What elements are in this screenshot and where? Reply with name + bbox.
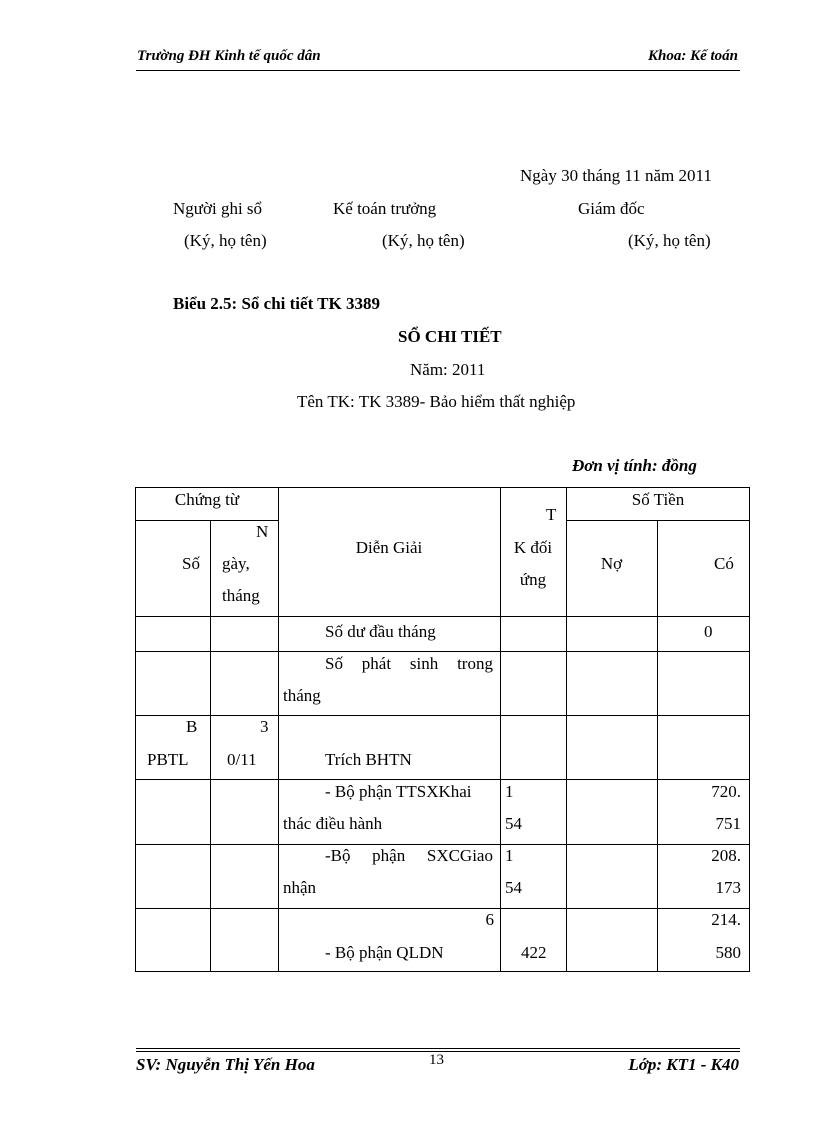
- row-divider: [566, 520, 750, 521]
- dept1-contra-2: 54: [505, 814, 522, 833]
- entry-desc: Trích BHTN: [325, 750, 412, 769]
- footer-rule: [136, 1048, 740, 1049]
- header-school: Trường ĐH Kinh tế quốc dân: [137, 48, 321, 64]
- dept2-desc: [325, 846, 493, 866]
- signer-chief-accountant: Kế toán trưởng: [333, 199, 437, 218]
- header-credit: Có: [714, 554, 734, 573]
- dept1-desc-2: thác điều hành: [283, 814, 383, 833]
- entry-no-2: PBTL: [147, 750, 189, 769]
- footer-page-number: 13: [429, 1052, 444, 1068]
- header-date-2: gày,: [222, 554, 250, 573]
- opening-desc: Số dư đầu tháng: [325, 622, 436, 641]
- dept3-contra-1: 6: [485, 910, 494, 929]
- signer-director: Giám đốc: [578, 199, 645, 218]
- header-description: Diễn Giải: [355, 538, 423, 557]
- footer-class: Lớp: KT1 - K40: [628, 1055, 739, 1074]
- dept1-desc-1: - Bộ phận TTSXKhai: [325, 782, 472, 801]
- header-debit: Nợ: [600, 554, 623, 573]
- dept3-credit-1: 214.: [711, 910, 741, 929]
- dept1-credit-1: 720.: [711, 782, 741, 801]
- dept2-contra-1: 1: [505, 846, 514, 865]
- header-number: Số: [182, 554, 200, 573]
- dept1-contra-1: 1: [505, 782, 514, 801]
- arising-word: phát: [361, 654, 392, 673]
- col-divider: [657, 520, 658, 972]
- row-divider: [136, 715, 750, 716]
- arising-word: trong: [457, 654, 493, 673]
- col-divider: [210, 520, 211, 972]
- arising-word: Số: [325, 654, 343, 673]
- row-divider: [136, 520, 278, 521]
- ledger-title: SỔ CHI TIẾT: [398, 327, 502, 346]
- dept2-contra-2: 54: [505, 878, 522, 897]
- col-divider: [278, 488, 279, 972]
- arising-word: sinh: [409, 654, 439, 673]
- row-divider: [136, 844, 750, 845]
- dept2-credit-1: 208.: [711, 846, 741, 865]
- col-divider: [500, 488, 501, 972]
- signer-recorder: Người ghi sổ: [173, 199, 263, 218]
- dept3-contra-2: 422: [521, 943, 547, 962]
- sign-note-director: (Ký, họ tên): [628, 231, 711, 250]
- header-date-1: N: [256, 522, 269, 541]
- entry-date-1: 3: [260, 717, 269, 736]
- header-faculty: Khoa: Kế toán: [647, 48, 738, 64]
- dept2-word: -Bộ: [325, 846, 351, 865]
- header-date-3: tháng: [222, 586, 260, 605]
- row-divider: [136, 779, 750, 780]
- ledger-account: Tên TK: TK 3389- Bảo hiểm thất nghiệp: [297, 392, 576, 411]
- arising-desc-2: tháng: [283, 686, 321, 705]
- row-divider: [136, 908, 750, 909]
- dept1-credit-2: 751: [715, 814, 741, 833]
- ledger-unit: Đơn vị tính: đồng: [572, 456, 697, 475]
- header-voucher: Chứng từ: [174, 490, 240, 509]
- signature-date: Ngày 30 tháng 11 năm 2011: [520, 166, 712, 185]
- ledger-caption: Biểu 2.5: Sổ chi tiết TK 3389: [173, 294, 380, 313]
- ledger-table: [135, 487, 750, 972]
- dept3-desc: - Bộ phận QLDN: [325, 943, 444, 962]
- header-rule: [136, 70, 740, 71]
- ledger-year: Năm: 2011: [410, 360, 486, 379]
- entry-no-1: B: [186, 717, 198, 736]
- row-divider: [136, 616, 750, 617]
- dept3-credit-2: 580: [715, 943, 741, 962]
- row-divider: [136, 651, 750, 652]
- sign-note-recorder: (Ký, họ tên): [184, 231, 267, 250]
- entry-date-2: 0/11: [227, 750, 257, 769]
- sign-note-chief: (Ký, họ tên): [382, 231, 465, 250]
- header-contra-2: K đối: [513, 538, 553, 557]
- footer-student: SV: Nguyễn Thị Yến Hoa: [136, 1055, 315, 1074]
- dept2-credit-2: 173: [715, 878, 741, 897]
- dept2-word: SXCGiao: [426, 846, 493, 865]
- arising-desc: [325, 654, 493, 674]
- header-amount: Số Tiền: [631, 490, 685, 509]
- dept2-word: phận: [372, 846, 406, 865]
- opening-credit: 0: [704, 622, 713, 641]
- dept2-desc-2: nhận: [283, 878, 317, 897]
- header-contra-3: ứng: [519, 570, 547, 589]
- header-contra-1: T: [546, 505, 557, 524]
